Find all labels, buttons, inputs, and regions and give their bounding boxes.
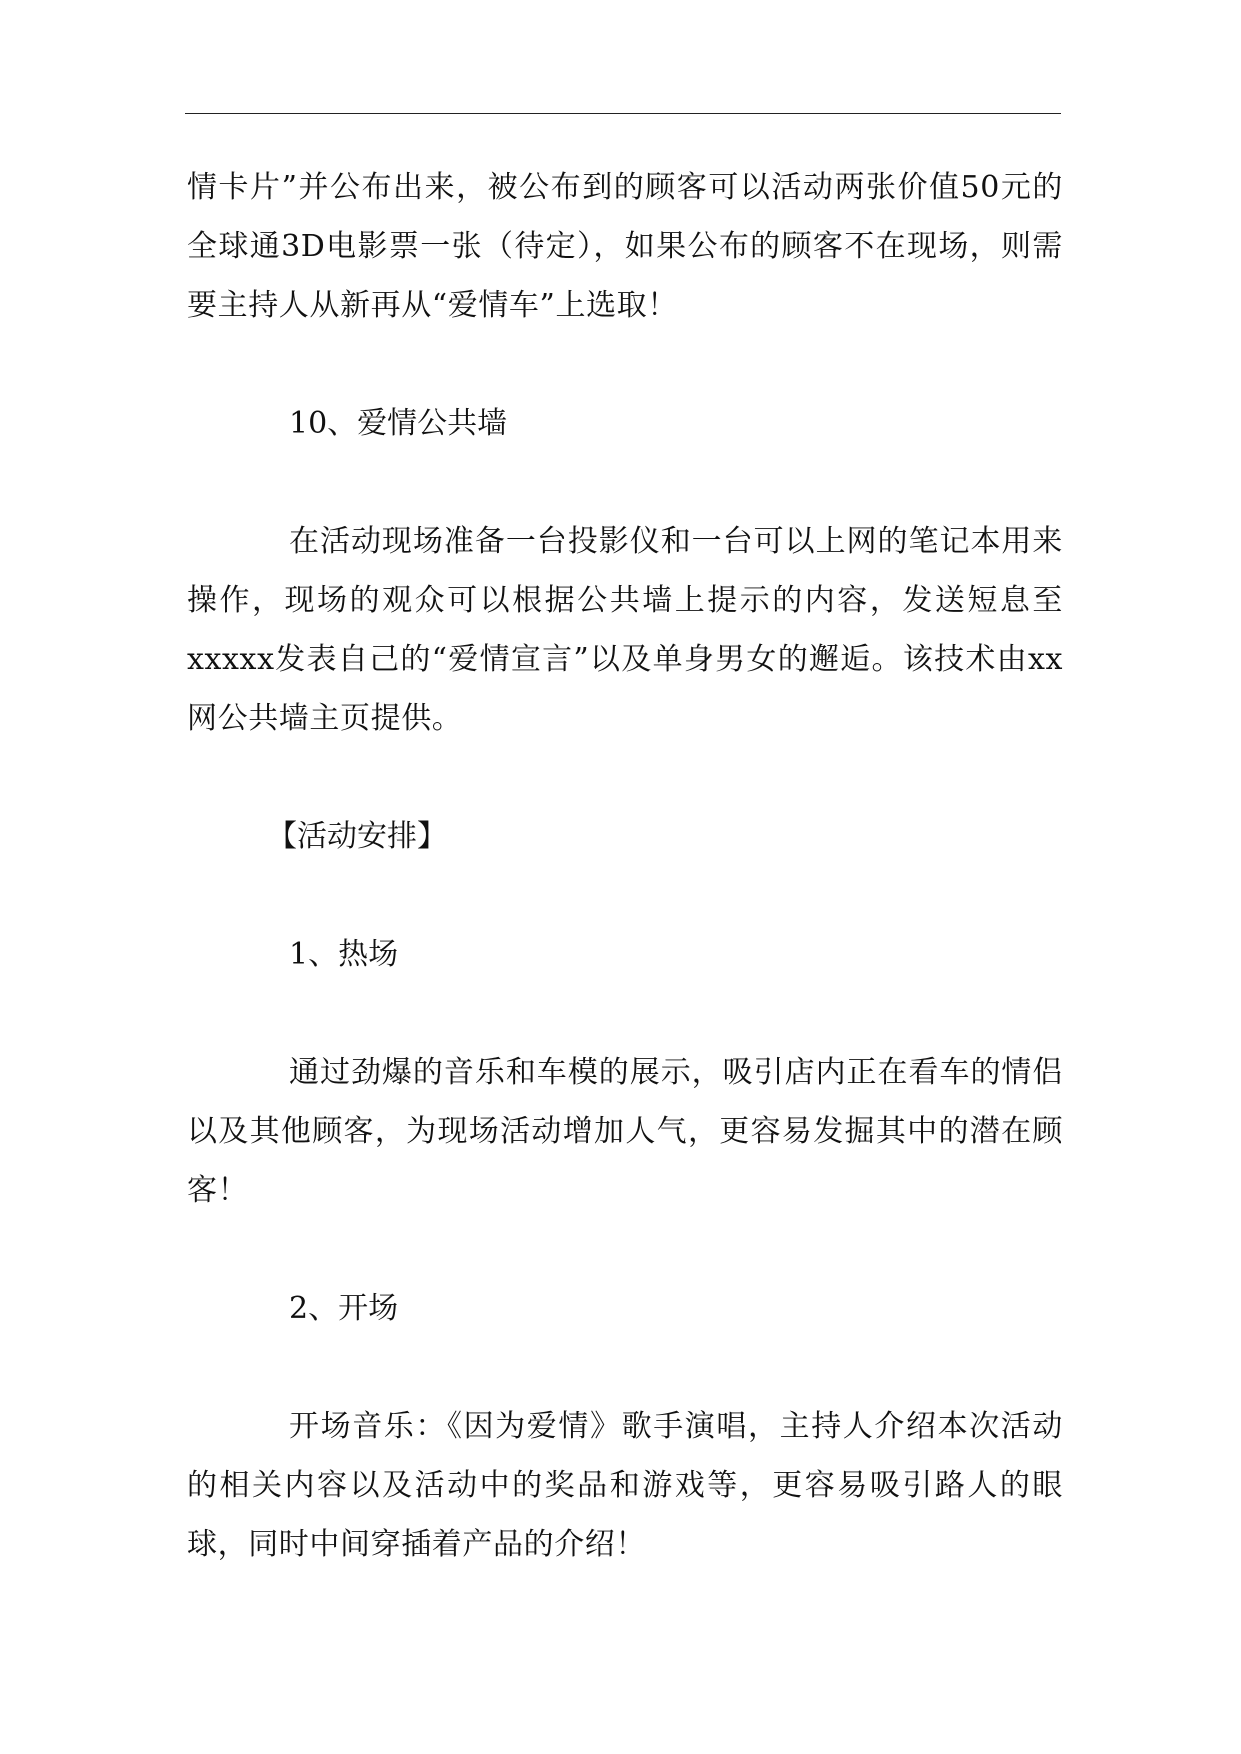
paragraph-warmup: 通过劲爆的音乐和车模的展示，吸引店内正在看车的情侣以及其他顾客，为现场活动增加人气，更容易发掘其中的潜在顾客！ (187, 1055, 1063, 1208)
paragraph-prize-announcement: 情卡片”并公布出来，被公布到的顾客可以活动两张价值50元的全球通3D电影票一张（待定），如果公布的顾客不在现场，则需要主持人从新再从“爱情车”上选取！ (187, 170, 1063, 323)
section-heading-warmup: 1、热场 (289, 937, 399, 972)
document-body (187, 158, 1063, 1574)
paragraph-love-wall: 在活动现场准备一台投影仪和一台可以上网的笔记本用来操作，现场的观众可以根据公共墙上提示的内容，发送短息至xxxxx发表自己的“爱情宣言”以及单身男女的邂逅。该技术由xx网公共墙主页提供。 (187, 524, 1063, 736)
paragraph-spacer (187, 1338, 1063, 1397)
section-heading-love-wall: 10、爱情公共墙 (289, 406, 508, 441)
section-heading-opening: 2、开场 (289, 1291, 399, 1326)
paragraph-spacer (187, 748, 1063, 807)
paragraph-spacer (187, 984, 1063, 1043)
paragraph-spacer (187, 1220, 1063, 1279)
paragraph-opening: 开场音乐：《因为爱情》歌手演唱，主持人介绍本次活动的相关内容以及活动中的奖品和游戏等，更容易吸引路人的眼球，同时中间穿插着产品的介绍！ (187, 1409, 1063, 1562)
section-heading-activity-schedule: 【活动安排】 (267, 819, 447, 854)
paragraph-spacer (187, 866, 1063, 925)
paragraph-spacer (187, 335, 1063, 394)
paragraph-spacer (187, 453, 1063, 512)
header-rule (185, 113, 1061, 114)
